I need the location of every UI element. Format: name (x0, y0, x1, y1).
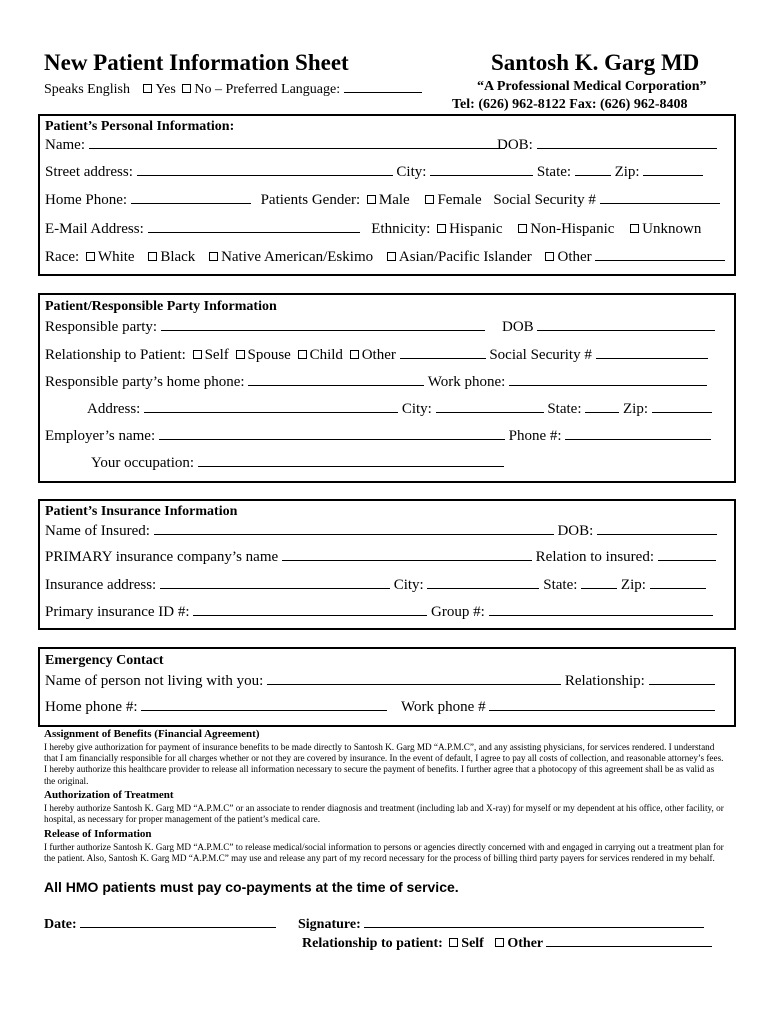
relation-to-insured-field[interactable] (658, 547, 716, 561)
white-checkbox[interactable] (86, 252, 95, 261)
emergency-work-phone-field[interactable] (489, 697, 715, 711)
spouse-label: Spouse (247, 347, 291, 363)
relationship-other-label: Other (361, 347, 396, 363)
primary-company-row (45, 547, 716, 566)
yes-checkbox[interactable] (143, 84, 152, 93)
child-label: Child (309, 347, 343, 363)
sig-other-label: Other (507, 936, 543, 951)
native-checkbox[interactable] (209, 252, 218, 261)
occupation-label: Your occupation: (91, 455, 195, 471)
primary-company-label: PRIMARY insurance company’s name (45, 549, 279, 565)
corporation-line: “A Professional Medical Corporation” (477, 79, 707, 94)
responsible-zip-field[interactable] (652, 399, 712, 413)
responsible-ssn-field[interactable] (596, 345, 708, 359)
emergency-name-field[interactable] (267, 671, 561, 685)
date-field[interactable] (80, 914, 276, 928)
sig-relationship-row (302, 933, 712, 952)
emergency-phone-row (45, 697, 715, 716)
insured-dob-label: DOB: (557, 523, 594, 539)
responsible-zip-label: Zip: (623, 401, 649, 417)
sig-self-label: Self (461, 936, 484, 951)
home-phone-row (45, 190, 720, 209)
non-hispanic-label: Non-Hispanic (530, 221, 615, 237)
yes-label: Yes (155, 82, 176, 97)
responsible-address-row (87, 399, 712, 418)
insurance-state-field[interactable] (581, 575, 617, 589)
speaks-english-row (44, 79, 422, 98)
employer-phone-field[interactable] (565, 426, 711, 440)
female-label: Female (437, 192, 482, 208)
insurance-city-label: City: (393, 577, 424, 593)
occupation-field[interactable] (198, 453, 504, 467)
date-label: Date: (44, 917, 77, 932)
name-label: Name: (45, 137, 85, 153)
emergency-name-row (45, 671, 715, 690)
insurance-id-label: Primary insurance ID #: (45, 604, 190, 620)
street-field[interactable] (137, 162, 393, 176)
group-label: Group #: (431, 604, 485, 620)
emergency-home-phone-label: Home phone #: (45, 699, 138, 715)
insured-field[interactable] (154, 521, 554, 535)
unknown-checkbox[interactable] (630, 224, 639, 233)
relationship-row (45, 345, 708, 364)
male-checkbox[interactable] (367, 195, 376, 204)
emergency-name-label: Name of person not living with you: (45, 673, 264, 689)
asian-label: Asian/Pacific Islander (398, 249, 532, 265)
relationship-other-checkbox[interactable] (350, 350, 359, 359)
speaks-english-label: Speaks English (44, 82, 130, 97)
black-label: Black (160, 249, 196, 265)
responsible-work-phone-field[interactable] (509, 372, 707, 386)
no-checkbox[interactable] (182, 84, 191, 93)
hmo-notice: All HMO patients must pay co-payments at the time of service. (44, 879, 459, 895)
non-hispanic-checkbox[interactable] (518, 224, 527, 233)
emergency-heading: Emergency Contact (45, 653, 164, 668)
responsible-home-phone-label: Responsible party’s home phone: (45, 374, 245, 390)
insurance-zip-label: Zip: (620, 577, 646, 593)
email-field[interactable] (148, 219, 360, 233)
occupation-row (91, 453, 504, 472)
responsible-dob-field[interactable] (537, 317, 715, 331)
ethnicity-label: Ethnicity: (371, 221, 431, 237)
self-label: Self (204, 347, 229, 363)
no-label: No (194, 82, 212, 97)
dob-label: DOB: (497, 137, 533, 153)
preferred-language-label: – Preferred Language: (214, 82, 341, 97)
relationship-other-field[interactable] (400, 345, 486, 359)
city-field[interactable] (430, 162, 533, 176)
black-checkbox[interactable] (148, 252, 157, 261)
sig-relationship-label: Relationship to patient: (302, 936, 443, 951)
email-label: E-Mail Address: (45, 221, 144, 237)
asian-checkbox[interactable] (387, 252, 396, 261)
zip-label: Zip: (614, 164, 640, 180)
release-heading: Release of Information (44, 828, 152, 840)
emergency-relationship-field[interactable] (649, 671, 715, 685)
insurance-heading: Patient’s Insurance Information (45, 504, 238, 519)
self-checkbox[interactable] (193, 350, 202, 359)
insured-label: Name of Insured: (45, 523, 150, 539)
assignment-text: I hereby give authorization for payment of insurance benefits to be made directly to Santosh K. Garg MD “A.P.M.C”, and any assisting physicians, for services rendered. I understand that I am financially responsible for all charges whether or not they are covered by insurance. In the event of default, I agree to pay all costs of collection, and reasonable attorney’s fees. I hereby authorize this healthcare provider to release all information necessary to secure the payment of benefits. I further agree that a photocopy of this agreement shall be as valid as the original. (44, 742, 724, 786)
relationship-label: Relationship to Patient: (45, 347, 186, 363)
responsible-city-label: City: (401, 401, 432, 417)
home-phone-label: Home Phone: (45, 192, 128, 208)
signature-label: Signature: (298, 917, 361, 932)
white-label: White (97, 249, 135, 265)
male-label: Male (378, 192, 410, 208)
native-label: Native American/Eskimo (221, 249, 374, 265)
responsible-heading: Patient/Responsible Party Information (45, 299, 277, 314)
responsible-city-field[interactable] (436, 399, 544, 413)
unknown-label: Unknown (642, 221, 702, 237)
child-checkbox[interactable] (298, 350, 307, 359)
home-phone-field[interactable] (131, 190, 251, 204)
date-row (44, 914, 276, 933)
responsible-address-field[interactable] (144, 399, 398, 413)
insurance-address-field[interactable] (160, 575, 390, 589)
page-title: New Patient Information Sheet (44, 50, 349, 75)
emergency-work-phone-label: Work phone # (400, 699, 486, 715)
responsible-state-label: State: (547, 401, 582, 417)
ssn-field[interactable] (600, 190, 720, 204)
assignment-heading: Assignment of Benefits (Financial Agreement) (44, 728, 260, 740)
race-other-checkbox[interactable] (545, 252, 554, 261)
email-row (45, 219, 701, 238)
responsible-home-phone-field[interactable] (248, 372, 424, 386)
responsible-party-row (45, 317, 485, 336)
zip-field[interactable] (643, 162, 703, 176)
hispanic-label: Hispanic (449, 221, 503, 237)
responsible-party-field[interactable] (161, 317, 485, 331)
patient-dob-row (497, 135, 717, 154)
signature-row (298, 914, 704, 933)
race-row (45, 247, 725, 266)
treatment-text: I hereby authorize Santosh K. Garg MD “A.P.M.C” or an associate to render diagnosis and treatment (including lab and X-ray) for myself or my dependent at his office, other facility, or hospital, as necessary for proper management of the patient’s medical care. (44, 803, 724, 825)
responsible-party-label: Responsible party: (45, 319, 158, 335)
signature-field[interactable] (364, 914, 704, 928)
insured-dob-field[interactable] (597, 521, 717, 535)
group-field[interactable] (489, 602, 713, 616)
emergency-relationship-label: Relationship: (564, 673, 645, 689)
female-checkbox[interactable] (425, 195, 434, 204)
responsible-dob-label: DOB (502, 319, 534, 335)
insurance-city-field[interactable] (427, 575, 539, 589)
responsible-phone-row (45, 372, 707, 391)
doctor-name: Santosh K. Garg MD (491, 50, 700, 75)
sig-other-field[interactable] (546, 933, 712, 947)
employer-label: Employer’s name: (45, 428, 156, 444)
insurance-id-field[interactable] (193, 602, 427, 616)
preferred-language-field[interactable] (344, 79, 422, 93)
insurance-address-label: Insurance address: (45, 577, 157, 593)
ssn-label: Social Security # (493, 192, 596, 208)
street-label: Street address: (45, 164, 133, 180)
emergency-home-phone-field[interactable] (141, 697, 387, 711)
state-label: State: (536, 164, 572, 180)
patient-name-row (45, 135, 505, 154)
hispanic-checkbox[interactable] (437, 224, 446, 233)
sig-self-checkbox[interactable] (449, 938, 458, 947)
race-label: Race: (45, 249, 80, 265)
insurance-state-label: State: (543, 577, 578, 593)
sig-other-checkbox[interactable] (495, 938, 504, 947)
responsible-work-phone-label: Work phone: (427, 374, 506, 390)
employer-phone-label: Phone #: (508, 428, 562, 444)
insured-row (45, 521, 717, 540)
spouse-checkbox[interactable] (236, 350, 245, 359)
state-field[interactable] (575, 162, 611, 176)
gender-label: Patients Gender: (260, 192, 361, 208)
city-label: City: (396, 164, 427, 180)
insurance-address-row (45, 575, 706, 594)
responsible-dob-row (502, 317, 715, 336)
race-other-label: Other (557, 249, 592, 265)
race-other-field[interactable] (595, 247, 725, 261)
dob-field[interactable] (537, 135, 717, 149)
responsible-state-field[interactable] (585, 399, 619, 413)
personal-heading: Patient’s Personal Information: (45, 119, 235, 134)
employer-field[interactable] (159, 426, 505, 440)
employer-row (45, 426, 711, 445)
name-field[interactable] (89, 135, 505, 149)
treatment-heading: Authorization of Treatment (44, 789, 174, 801)
street-row (45, 162, 703, 181)
responsible-ssn-label: Social Security # (489, 347, 592, 363)
insurance-id-row (45, 602, 713, 621)
release-text: I further authorize Santosh K. Garg MD “A.P.M.C” to release medical/social information to persons or agencies directly concerned with and engaged in carrying out a treatment plan for the patient. Also, Santosh K. Garg MD “A.P.M.C” may use and release any part of my record necessary for the process of billing third party payers for services rendered in my behalf. (44, 842, 724, 864)
relation-to-insured-label: Relation to insured: (535, 549, 654, 565)
responsible-address-label: Address: (87, 401, 141, 417)
tel-fax-line: Tel: (626) 962-8122 Fax: (626) 962-8408 (452, 97, 688, 112)
insurance-zip-field[interactable] (650, 575, 706, 589)
primary-company-field[interactable] (282, 547, 532, 561)
